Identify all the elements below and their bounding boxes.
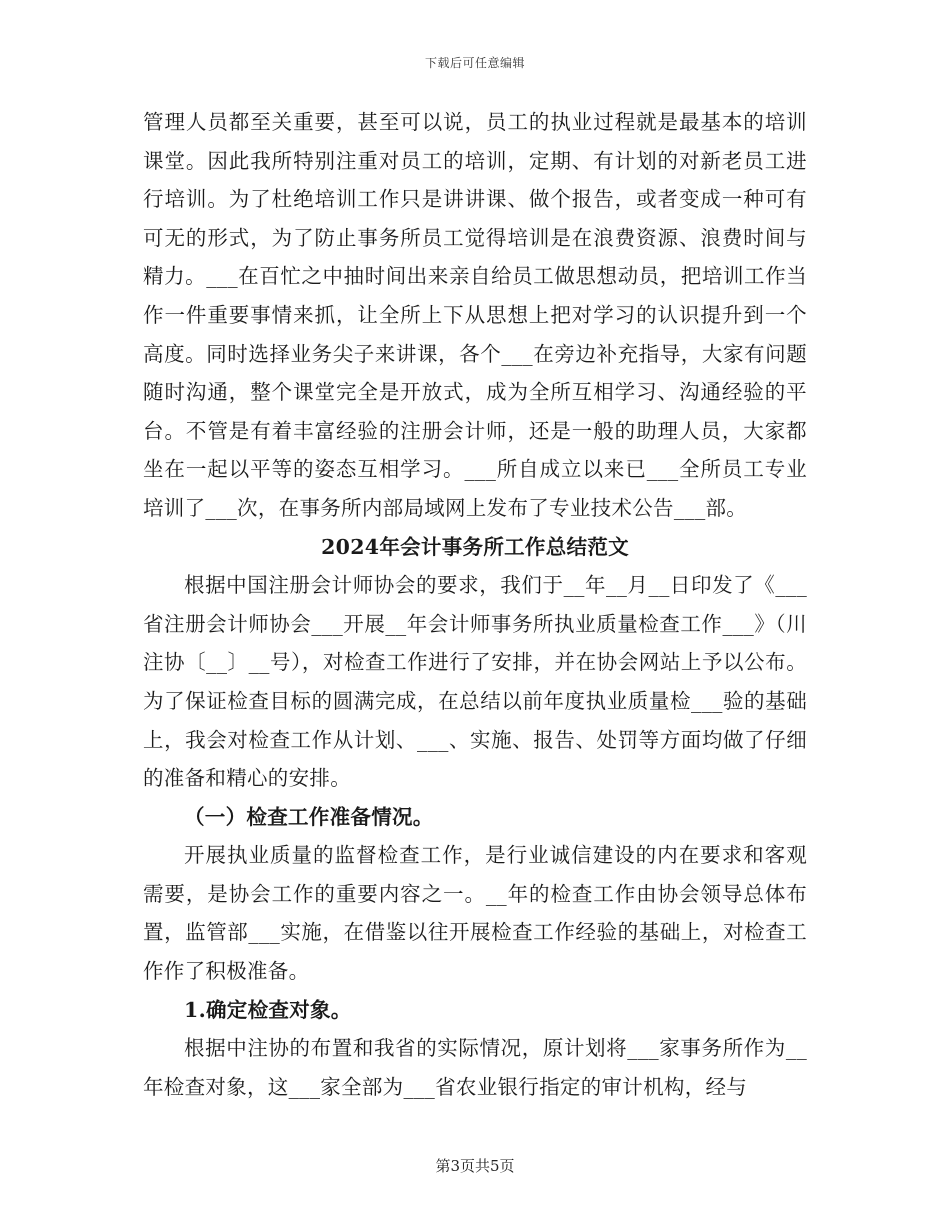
document-title: 2024年会计事务所工作总结范文 xyxy=(321,534,629,559)
paragraph-intro: 根据中国注册会计师协会的要求，我们于__年__月__日印发了《___省注册会计师协会___开展__年会计师事务所执业质量检查工作___》（川注协〔__〕__号），对检查工作进行了安排，并在协会网站上予以公布。为了保证检查目标的圆满完成，在总结以前年度执业质量检___验的基础上，我会对检查工作从计划、___、实施、报告、处罚等方面均做了仔细的准备和精心的安排。 xyxy=(143,573,807,791)
heading-check-objects: 1.确定检查对象。 xyxy=(184,997,352,1022)
paragraph-preparation: 开展执业质量的监督检查工作，是行业诚信建设的内在要求和客观需要，是协会工作的重要内容之一。__年的检查工作由协会领导总体布置，监管部___实施，在借鉴以往开展检查工作经验的基础上，对检查工作作了积极准备。 xyxy=(143,843,807,984)
heading-preparation: （一）检查工作准备情况。 xyxy=(184,804,434,829)
page-footer: 第3页共5页 xyxy=(435,1157,515,1175)
page-header: 下载后可任意编辑 xyxy=(424,56,525,70)
paragraph-check-objects: 根据中注协的布置和我省的实际情况，原计划将___家事务所作为__年检查对象，这___家全部为___省农业银行指定的审计机构，经与 xyxy=(143,1036,807,1099)
document-body xyxy=(143,103,807,1106)
paragraph-training: 管理人员都至关重要，甚至可以说，员工的执业过程就是最基本的培训课堂。因此我所特别注重对员工的培训，定期、有计划的对新老员工进行培训。为了杜绝培训工作只是讲讲课、做个报告，或者变成一种可有可无的形式，为了防止事务所员工觉得培训是在浪费资源、浪费时间与精力。___在百忙之中抽时间出来亲自给员工做思想动员，把培训工作当作一件重要事情来抓，让全所上下从思想上把对学习的认识提升到一个高度。同时选择业务尖子来讲课，各个___在旁边补充指导，大家有问题随时沟通，整个课堂完全是开放式，成为全所互相学习、沟通经验的平台。不管是有着丰富经验的注册会计师，还是一般的助理人员，大家都坐在一起以平等的姿态互相学习。___所自成立以来已___全所员工专业培训了___次，在事务所内部局域网上发布了专业技术公告___部。 xyxy=(143,110,807,520)
